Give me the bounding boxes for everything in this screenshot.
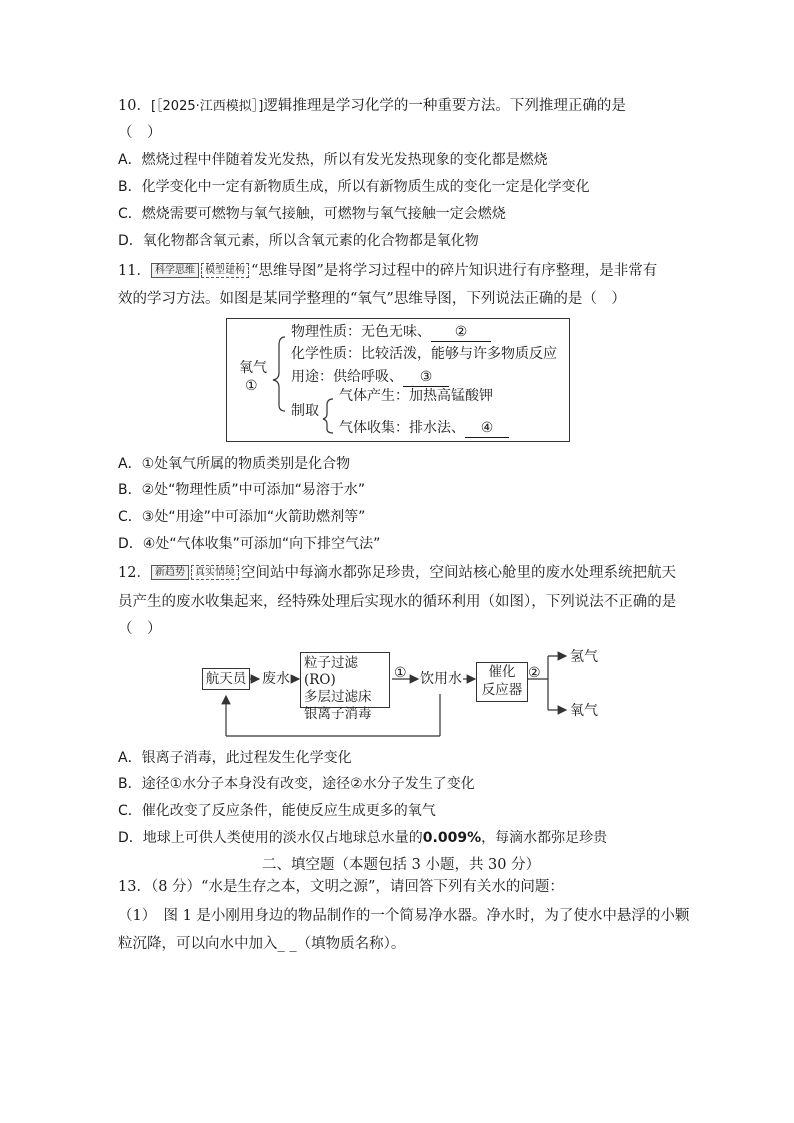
q11-stem-line1: “思维导图”是将学习过程中的碎片知识进行有序整理，是非常有 <box>250 263 658 279</box>
physical-label: 物理性质：无色无味、 <box>291 324 431 340</box>
q12-option-a: A．银离子消毒，此过程发生化学变化 <box>118 750 352 766</box>
mind-map-gas-collect <box>339 419 509 438</box>
section2-title: 二、填空题（本题包括 3 小题，共 30 分） <box>262 857 541 873</box>
mind-map-use <box>291 368 449 387</box>
mind-map-physical <box>291 323 491 342</box>
q10-source: [［2025·江西模拟］] <box>150 99 264 114</box>
water-recycling-diagram <box>196 648 636 740</box>
q13-sub1-line2 <box>118 934 405 954</box>
catalytic-reactor-box <box>476 662 528 702</box>
q11-number: 11． <box>118 263 151 279</box>
q13-sub1-pre: 粒沉降，可以向水中加入 <box>118 936 278 952</box>
q12-stem-line2: 员产生的废水收集起来，经特殊处理后实现水的循环利用（如图），下列说法不正确的是 <box>118 594 677 610</box>
q12-option-b: B．途径①水分子本身没有改变，途径②水分子发生了变化 <box>118 776 475 792</box>
q13-sub1-post: （填物质名称）。 <box>296 936 406 952</box>
q13-sub1-blank: _ _ <box>277 936 297 952</box>
collect-label: 气体收集：排水法、 <box>339 420 465 436</box>
step1-mark: ① <box>394 665 407 681</box>
q11-stem <box>118 261 657 281</box>
wastewater-label: 废水 <box>262 671 290 687</box>
q11-option-b: B．②处“物理性质”中可添加“易溶于水” <box>118 482 366 498</box>
q10-answer-paren: （ ） <box>118 125 162 141</box>
q13-sub1-line1: （1） 图 1 是小刚用身边的物品制作的一个简易净水器。净水时，为了使水中悬浮的小颗 <box>118 908 690 924</box>
q11-option-c: C．③处“用途”中可添加“火箭助燃剂等” <box>118 509 366 525</box>
q10-option-a: A．燃烧过程中伴随着发光发热，所以有发光发热现象的变化都是燃烧 <box>118 152 548 168</box>
q12-option-d-value: 0.009% <box>422 830 482 846</box>
reactor-line-1: 催化 <box>488 664 516 680</box>
q12-option-d <box>118 828 607 848</box>
physical-blank: ② <box>431 323 491 342</box>
q10-number: 10． <box>118 98 151 114</box>
q13-intro: 13．（8 分）“水是生存之本，文明之源”，请回答下列有关水的问题： <box>118 879 564 895</box>
filtration-line-bed: 多层过滤床 <box>304 689 372 705</box>
step2-mark: ② <box>528 665 541 681</box>
q11-option-d: D．④处“气体收集”可添加“向下排空气法” <box>118 536 381 552</box>
filtration-line-silver: 银离子消毒 <box>304 706 372 722</box>
drinking-water-label: 饮用水 <box>420 671 462 687</box>
mind-map-gas-source: 气体产生：加热高锰酸钾 <box>339 388 493 404</box>
q12-number: 12． <box>118 565 151 581</box>
q11-option-a: A．①处氧气所属的物质类别是化合物 <box>118 456 351 472</box>
q10-stem <box>118 96 626 117</box>
q12-tag-trend: 新趋势 <box>151 565 189 580</box>
q12-stem <box>118 563 676 583</box>
mind-map-chemical: 化学性质：比较活泼，能够与许多物质反应 <box>291 346 557 362</box>
filtration-box <box>300 652 390 722</box>
oxygen-label: 氧气 <box>570 703 598 719</box>
oxygen-mind-map <box>226 318 570 442</box>
q10-option-b: B．化学变化中一定有新物质生成，所以有新物质生成的变化一定是化学变化 <box>118 179 590 195</box>
q12-option-d-suffix: ，每滴水都弥足珍贵 <box>481 830 608 846</box>
collect-blank: ④ <box>465 419 509 438</box>
q10-stem-text: 逻辑推理是学习化学的一种重要方法。下列推理正确的是 <box>263 98 626 114</box>
use-blank: ③ <box>403 368 449 387</box>
mind-map-root: 氧气 <box>239 360 267 376</box>
q10-option-c: C．燃烧需要可燃物与氧气接触，可燃物与氧气接触一定会燃烧 <box>118 206 506 222</box>
hydrogen-label: 氢气 <box>570 649 598 665</box>
q11-tag-model: 模型建构 <box>201 263 249 278</box>
use-label: 用途：供给呼吸、 <box>291 369 403 385</box>
q11-stem-line2: 效的学习方法。如图是某同学整理的“氧气”思维导图，下列说法正确的是（ ） <box>118 291 626 307</box>
q12-option-d-prefix: D．地球上可供人类使用的淡水仅占地球总水量的 <box>118 830 423 846</box>
q11-tag-science: 科学思维 <box>151 263 199 278</box>
reactor-line-2: 反应器 <box>481 682 523 698</box>
astronaut-box: 航天员 <box>202 668 250 690</box>
filtration-line-ro: 粒子过滤(RO) <box>304 655 358 688</box>
q12-stem-line1: 空间站中每滴水都弥足珍贵，空间站核心舱里的废水处理系统把航天 <box>240 565 676 581</box>
mind-map-root-mark: ① <box>245 378 258 394</box>
q10-option-d: D．氧化物都含氧元素，所以含氧元素的化合物都是氧化物 <box>118 233 479 249</box>
q12-answer-paren: （ ） <box>118 621 162 637</box>
q12-option-c: C．催化改变了反应条件，能使反应生成更多的氧气 <box>118 803 436 819</box>
q12-tag-real: 真实情境 <box>191 565 239 580</box>
mind-map-prep: 制取 <box>291 403 319 419</box>
